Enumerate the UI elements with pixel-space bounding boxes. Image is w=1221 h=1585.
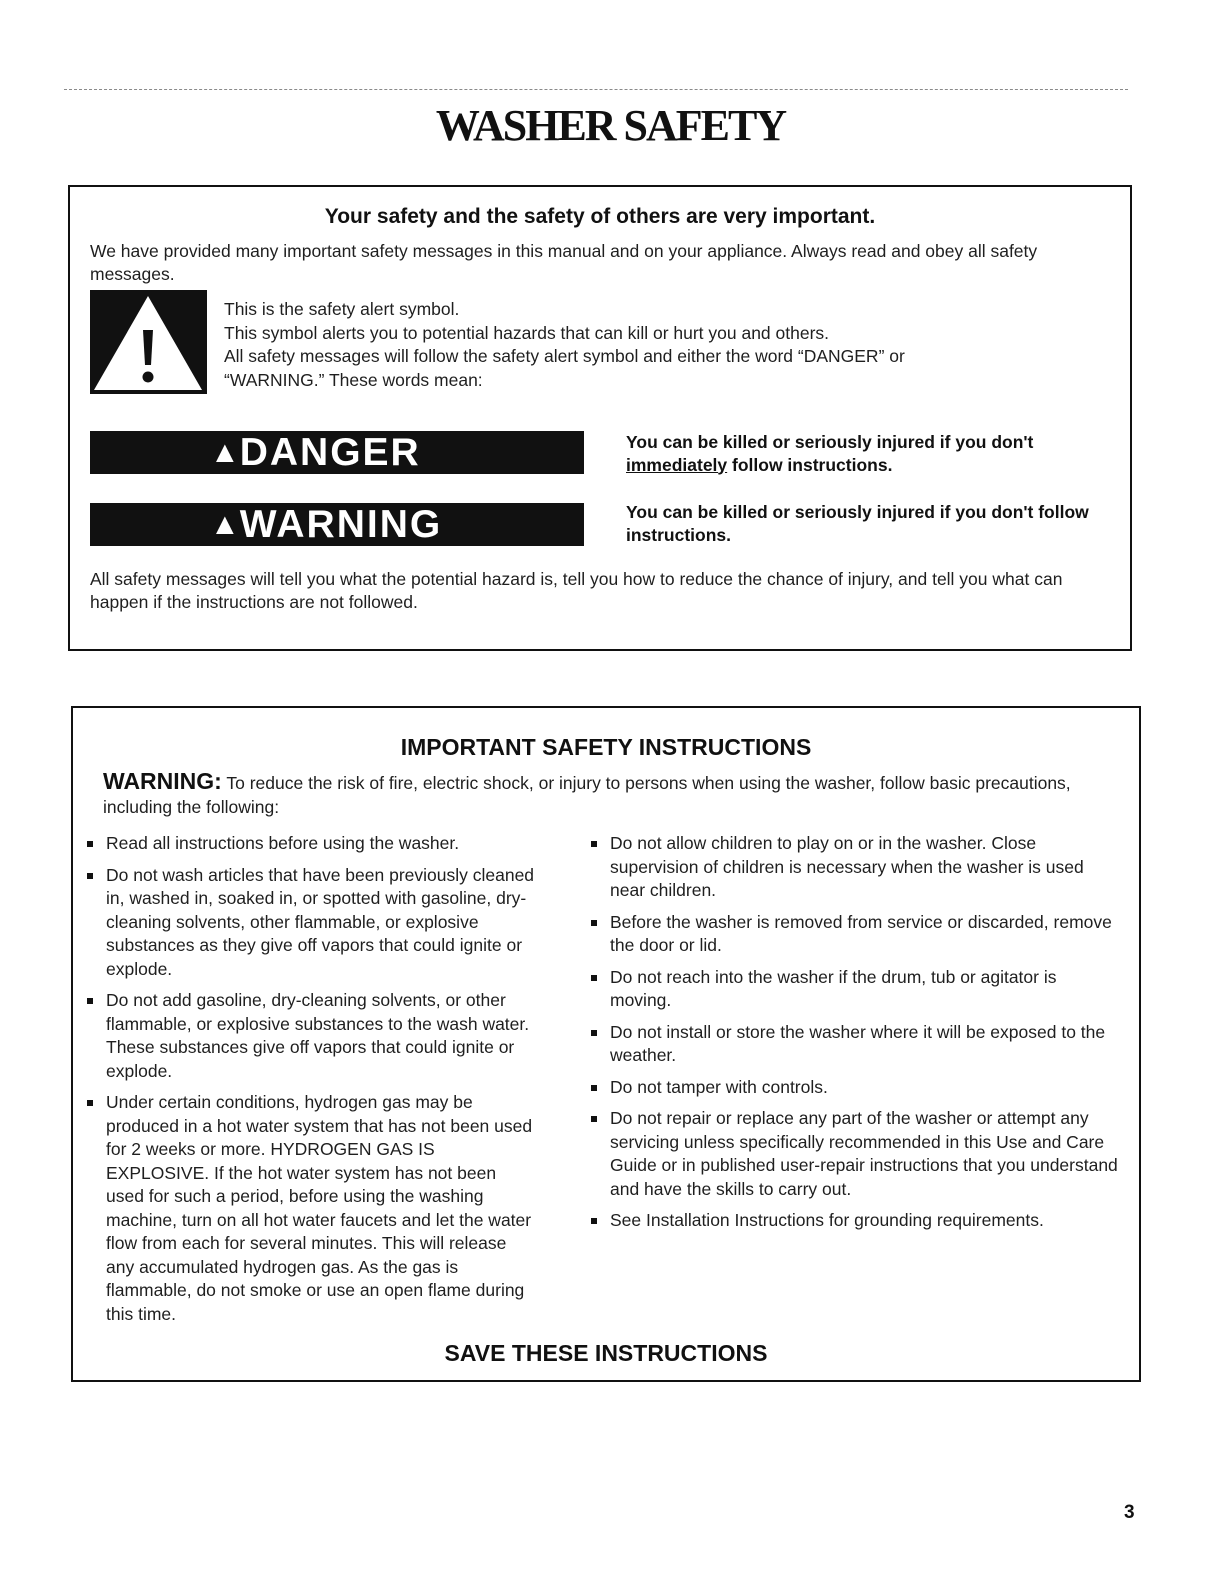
bullet-icon — [591, 1116, 597, 1122]
safety-intro-text: We have provided many important safety messages in this manual and on your appliance. Always read and obey all safety messages. — [90, 241, 1038, 284]
list-item — [589, 1107, 1119, 1201]
list-item — [85, 832, 535, 856]
warning-description: You can be killed or seriously injured if you don't follow instructions. — [626, 502, 1089, 545]
bullet-icon — [591, 1030, 597, 1036]
list-item-text: Do not allow children to play on or in the washer. Close supervision of children is necessary when the washer is used near children. — [610, 833, 1084, 900]
warning-label: WARNING — [239, 503, 443, 546]
warning-statement-text: To reduce the risk of fire, electric shock, or injury to persons when using the washer, follow basic precautions, including the following: — [103, 773, 1071, 817]
bullet-icon — [591, 841, 597, 847]
page-number: 3 — [1124, 1502, 1135, 1523]
bullet-icon — [87, 873, 93, 879]
list-item-text: Do not reach into the washer if the drum, tub or agitator is moving. — [610, 966, 1057, 1010]
bullet-icon — [591, 975, 597, 981]
bullet-icon — [591, 1085, 597, 1091]
bullet-icon — [591, 920, 597, 926]
instructions-right-column — [589, 832, 1119, 1241]
warning-prefix: WARNING: — [103, 768, 222, 794]
list-item-text: Do not install or store the washer where it will be exposed to the weather. — [610, 1021, 1106, 1065]
warning-statement — [103, 769, 1103, 819]
list-item — [85, 989, 535, 1083]
bullet-icon — [591, 1218, 597, 1224]
warning-signal-bar — [90, 503, 584, 546]
list-item — [589, 832, 1119, 903]
instructions-heading: IMPORTANT SAFETY INSTRUCTIONS — [400, 734, 812, 760]
safety-heading: Your safety and the safety of others are very important. — [324, 205, 876, 228]
alert-line: All safety messages will follow the safety alert symbol and either the word “DANGER” or “WARNING.” These words mean: — [224, 346, 905, 390]
list-item-text: See Installation Instructions for grounding requirements. — [610, 1210, 1044, 1230]
save-instructions-footer: SAVE THESE INSTRUCTIONS — [444, 1340, 768, 1366]
important-instructions-box — [71, 706, 1141, 1382]
bullet-icon — [87, 841, 93, 847]
alert-line: This is the safety alert symbol. — [224, 299, 460, 319]
danger-desc-emphasis: immediately — [626, 454, 728, 475]
list-item-text: Before the washer is removed from service or discarded, remove the door or lid. — [610, 911, 1112, 955]
danger-description — [626, 431, 1116, 476]
list-item — [85, 1091, 535, 1326]
danger-signal-bar — [90, 431, 584, 474]
list-item — [589, 1076, 1119, 1100]
list-item — [589, 1021, 1119, 1068]
list-item-text: Read all instructions before using the washer. — [106, 833, 460, 853]
list-item-text: Do not add gasoline, dry-cleaning solvents, or other flammable, or explosive substances to the wash water. These substances give off vapors that could ignite or explode. — [106, 990, 530, 1081]
bullet-icon — [87, 998, 93, 1004]
top-divider — [64, 89, 1128, 90]
warning-triangle-icon: ▲ — [210, 508, 240, 541]
danger-label: DANGER — [239, 431, 421, 474]
danger-desc-text-end: follow instructions. — [727, 454, 893, 475]
alert-symbol-explanation — [224, 298, 1104, 392]
safety-intro-box — [68, 185, 1132, 651]
list-item — [589, 911, 1119, 958]
list-item-text: Do not tamper with controls. — [610, 1076, 828, 1097]
list-item-text: Do not repair or replace any part of the washer or attempt any servicing unless specifically recommended in this Use and Care Guide or in published user-repair instructions that you understand and have the skills to carry out. — [610, 1108, 1118, 1199]
list-item — [85, 864, 535, 982]
list-item — [589, 1209, 1119, 1233]
warning-triangle-icon: ▲ — [210, 436, 240, 469]
bullet-icon — [87, 1100, 93, 1106]
list-item-text: Do not wash articles that have been previously cleaned in, washed in, soaked in, or spotted with gasoline, dry-cleaning solvents, other flammable, or explosive substances as they give off vapors that could ignite or explode. — [106, 864, 535, 979]
safety-alert-symbol-icon — [90, 290, 207, 394]
list-item-text: Under certain conditions, hydrogen gas may be produced in a hot water system that has not been used for 2 weeks or more. HYDROGEN GAS IS EXPLOSIVE. If the hot water system has not been used for such a period, before using the washing machine, turn on all hot water faucets and let the water flow from each for several minutes. This will release any accumulated hydrogen gas. As the gas is flammable, do not smoke or use an open flame during this time. — [106, 1092, 533, 1324]
instructions-left-column — [85, 832, 535, 1334]
alert-line: This symbol alerts you to potential hazards that can kill or hurt you and others. — [224, 322, 830, 343]
list-item — [589, 966, 1119, 1013]
danger-desc-text: You can be killed or seriously injured if you don't — [626, 432, 1034, 452]
page-title: WASHER SAFETY — [435, 101, 786, 150]
safety-closing-text: All safety messages will tell you what the potential hazard is, tell you how to reduce the chance of injury, and tell you what can happen if the instructions are not followed. — [90, 569, 1063, 612]
